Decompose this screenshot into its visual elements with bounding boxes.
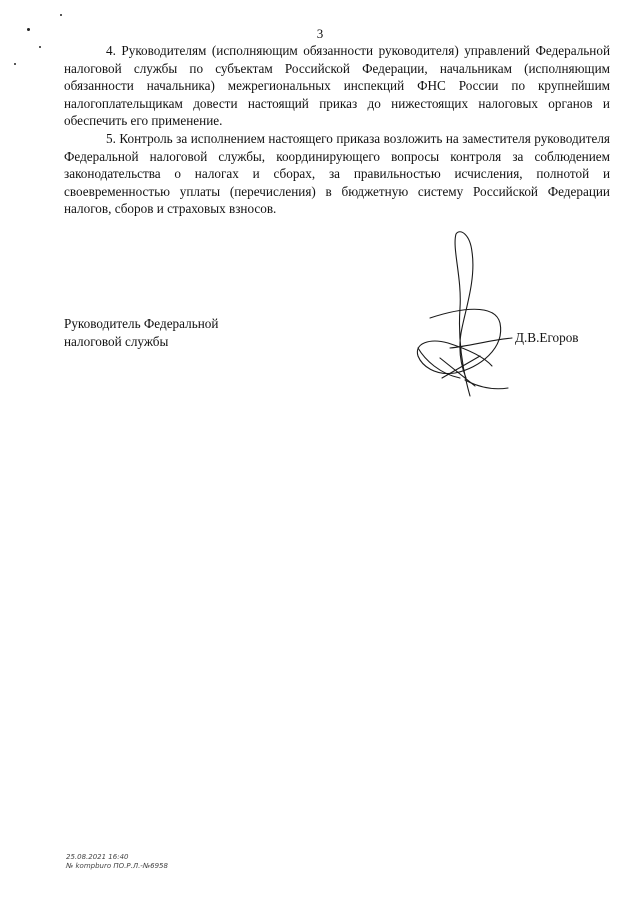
stamp-timestamp: 25.08.2021 16:40 — [66, 853, 129, 861]
scan-speck — [60, 14, 62, 16]
signer-position — [64, 315, 218, 350]
scan-speck — [14, 63, 16, 65]
signer-position-line-1: Руководитель Федеральной — [64, 316, 219, 331]
stamp-registration: № kompburo ПО.Р.Л.-№6958 — [66, 862, 168, 870]
document-stamp — [66, 853, 168, 871]
paragraph-5: 5. Контроль за исполнением настоящего приказа возложить на заместителя руководителя Федеральной налоговой службы, координирующего вопросы контроля за соблюдением законодательства о налогах и сборах, за правильностью исчисления, полнотой и своевременностью уплаты (перечисления) в бюджетную систему Российской Федерации налогов, сборов и страховых взносов. — [64, 130, 610, 217]
page-number: 3 — [316, 26, 324, 41]
document-body — [64, 42, 610, 218]
scan-speck — [39, 46, 41, 48]
signer-position-line-2: налоговой службы — [64, 333, 169, 349]
handwritten-signature — [400, 228, 540, 403]
signer-name: Д.В.Егоров — [515, 330, 579, 345]
paragraph-4: 4. Руководителям (исполняющим обязанности руководителя) управлений Федеральной налоговой службы по субъектам Российской Федерации, начальникам (исполняющим обязанности начальника) межрегиональных инспекций ФНС России по крупнейшим налогоплательщикам довести настоящий приказ до нижестоящих налоговых органов и обеспечить его применение. — [64, 43, 610, 129]
